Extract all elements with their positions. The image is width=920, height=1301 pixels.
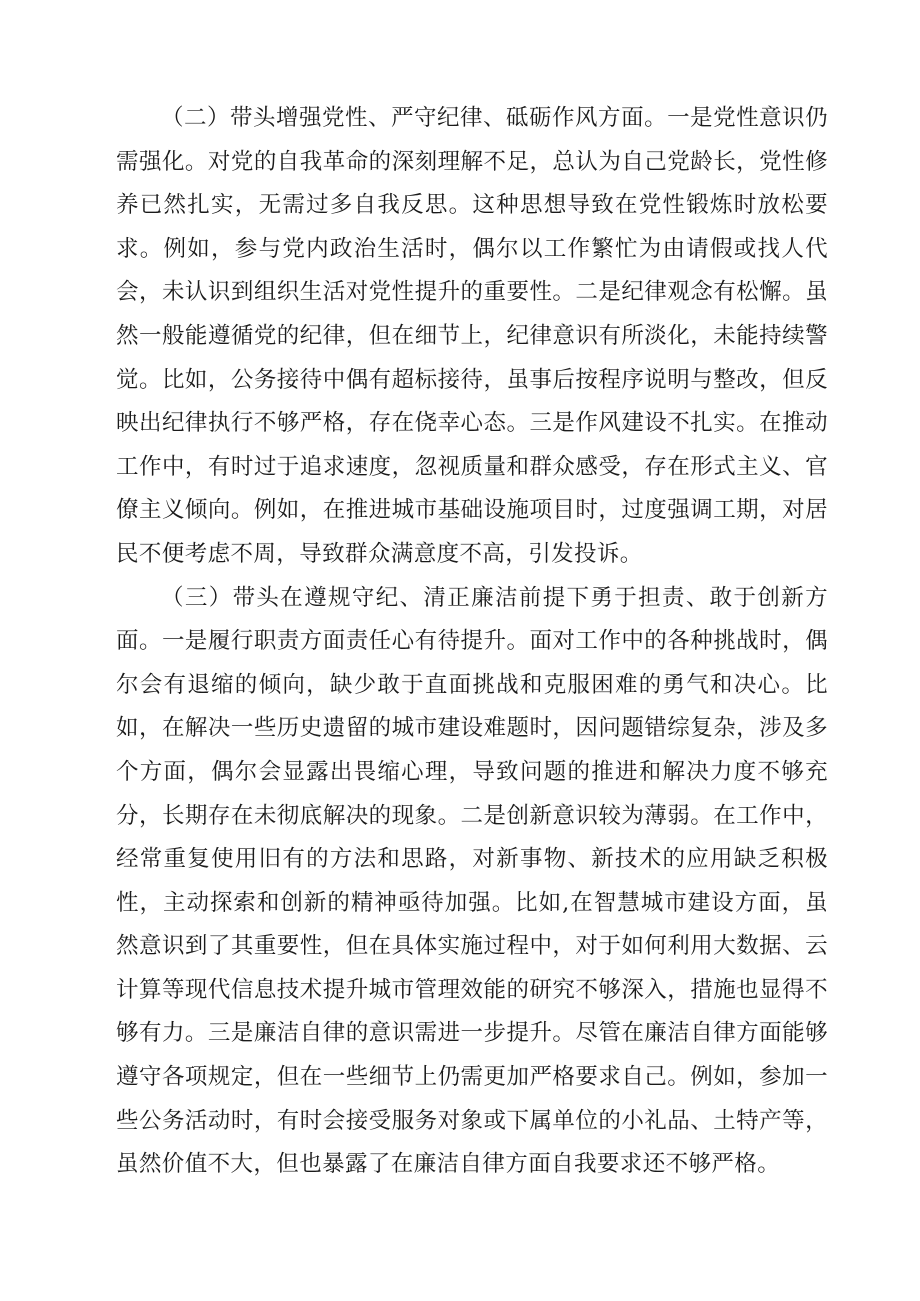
paragraph-section-three: （三）带头在遵规守纪、清正廉洁前提下勇于担责、敢于创新方面。一是履行职责方面责任心有待提升。面对工作中的各种挑战时，偶尔会有退缩的倾向，缺少敢于直面挑战和克服困难的勇气和决心。比如，在解决一些历史遗留的城市建设难题时，因问题错综复杂，涉及多个方面，偶尔会显露出畏缩心理，导致问题的推进和解决力度不够充分，长期存在未彻底解决的现象。二是创新意识较为薄弱。在工作中，经常重复使用旧有的方法和思路，对新事物、新技术的应用缺乏积极性，主动探索和创新的精神亟待加强。比如,在智慧城市建设方面，虽然意识到了其重要性，但在具体实施过程中，对于如何利用大数据、云计算等现代信息技术提升城市管理效能的研究不够深入，措施也显得不够有力。三是廉洁自律的意识需进一步提升。尽管在廉洁自律方面能够遵守各项规定，但在一些细节上仍需更加严格要求自己。例如，参加一些公务活动时，有时会接受服务对象或下属单位的小礼品、土特产等，虽然价值不大，但也暴露了在廉洁自律方面自我要求还不够严格。	[116, 584, 828, 1178]
document-body	[116, 97, 828, 1187]
paragraph-section-two: （二）带头增强党性、严守纪律、砥砺作风方面。一是党性意识仍需强化。对党的自我革命的深刻理解不足，总认为自己党龄长，党性修养已然扎实，无需过多自我反思。这种思想导致在党性锻炼时放松要求。例如，参与党内政治生活时，偶尔以工作繁忙为由请假或找人代会，未认识到组织生活对党性提升的重要性。二是纪律观念有松懈。虽然一般能遵循党的纪律，但在细节上，纪律意识有所淡化，未能持续警觉。比如，公务接待中偶有超标接待，虽事后按程序说明与整改，但反映出纪律执行不够严格，存在侥幸心态。三是作风建设不扎实。在推动工作中，有时过于追求速度，忽视质量和群众感受，存在形式主义、官僚主义倾向。例如，在推进城市基础设施项目时，过度强调工期，对居民不便考虑不周，导致群众满意度不高，引发投诉。	[116, 105, 828, 567]
